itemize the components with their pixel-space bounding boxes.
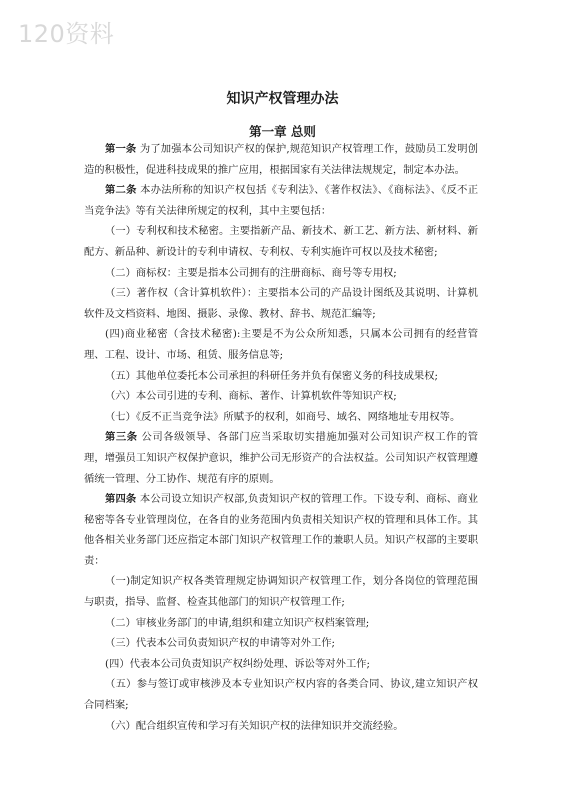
article-number: 第一条: [105, 143, 137, 155]
document-body: [84, 139, 478, 736]
list-item: （五）其他单位委托本公司承担的科研任务并负有保密义务的科技成果权;: [105, 369, 438, 382]
list-item: （一)制定知识产权各类管理规定协调知识产权管理工作，划分各岗位的管理范围与职责，指导、监督、检查其他部门的知识产权管理工作;: [84, 575, 478, 609]
chapter-heading: 第一章 总则: [249, 124, 316, 139]
paragraph-text: 本办法所称的知识产权包括《专利法》、《著作权法》、《商标法》、《反不正当竞争法》等有关法律所规定的权利，其中主要包括：: [84, 184, 479, 217]
list-item: （二）商标权：主要是指本公司拥有的注册商标、商号等专用权;: [105, 266, 397, 279]
list-item: (四）代表本公司负责知识产权纠纷处理、诉讼等对外工作;: [105, 657, 370, 670]
paragraph-text: 公司各级领导、各部门应当采取切实措施加强对公司知识产权工作的管理，增强员工知识产权保护意识，维护公司无形资产的合法权益。公司知识产权管理遵循统一管理、分工协作、规范有序的原则。: [84, 431, 479, 485]
paragraph: [84, 139, 478, 180]
paragraph: [84, 489, 478, 571]
paragraph: [84, 427, 478, 489]
list-item: （六）本公司引进的专利、商标、著作、计算机软件等知识产权;: [105, 390, 397, 403]
list-item: （一）专利权和技术秘密。主要指新产品、新技术、新工艺、新方法、新材料、新配方、新品种、新设计的专利申请权、专利权、专利实施许可权以及技术秘密;: [84, 225, 478, 258]
paragraph: [84, 180, 478, 221]
list-item: （七）《反不正当竞争法》所赋予的权利，如商号、域名、网络地址专用权等。: [105, 410, 461, 423]
list-item: （三）代表本公司负责知识产权的申请等对外工作;: [105, 637, 335, 650]
article-number: 第二条: [105, 184, 137, 197]
page-title: 知识产权管理办法: [226, 91, 339, 107]
paragraph-text: 本公司设立知识产权部,负责知识产权的管理工作。下设专利、商标、商业秘密等各专业管理岗位，在各自的业务范围内负责相关知识产权的管理和具体工作。其他各相关业务部门还应指定本部门知识产权管理工作的兼职人员。知识产权部的主要职责：: [84, 493, 479, 567]
list-item: （二）审核业务部门的申请,组织和建立知识产权档案管理;: [105, 616, 370, 629]
article-number: 第三条: [105, 431, 138, 444]
watermark: 120资料: [18, 20, 115, 48]
article-number: 第四条: [105, 493, 137, 506]
list-item: （六）配合组织宣传和学习有关知识产权的法律知识并交流经验。: [105, 719, 404, 732]
paragraph-text: 为了加强本公司知识产权的保护,规范知识产权管理工作，鼓励员工发明创造的积极性，促进科技成果的推广应用，根据国家有关法律法规规定，制定本办法。: [84, 143, 479, 176]
list-item: (四)商业秘密（含技术秘密):主要是不为公众所知悉，只属本公司拥有的经营管理、工程、设计、市场、租赁、服务信息等;: [84, 328, 478, 361]
list-item: （五）参与签订或审核涉及本专业知识产权内容的各类合同、协议,建立知识产权合同档案;: [84, 678, 478, 712]
list-item: （三）著作权（含计算机软件）：主要指本公司的产品设计图纸及其说明、计算机软件及文档资料、地图、摄影、录像、教材、辞书、规范汇编等;: [84, 287, 478, 320]
